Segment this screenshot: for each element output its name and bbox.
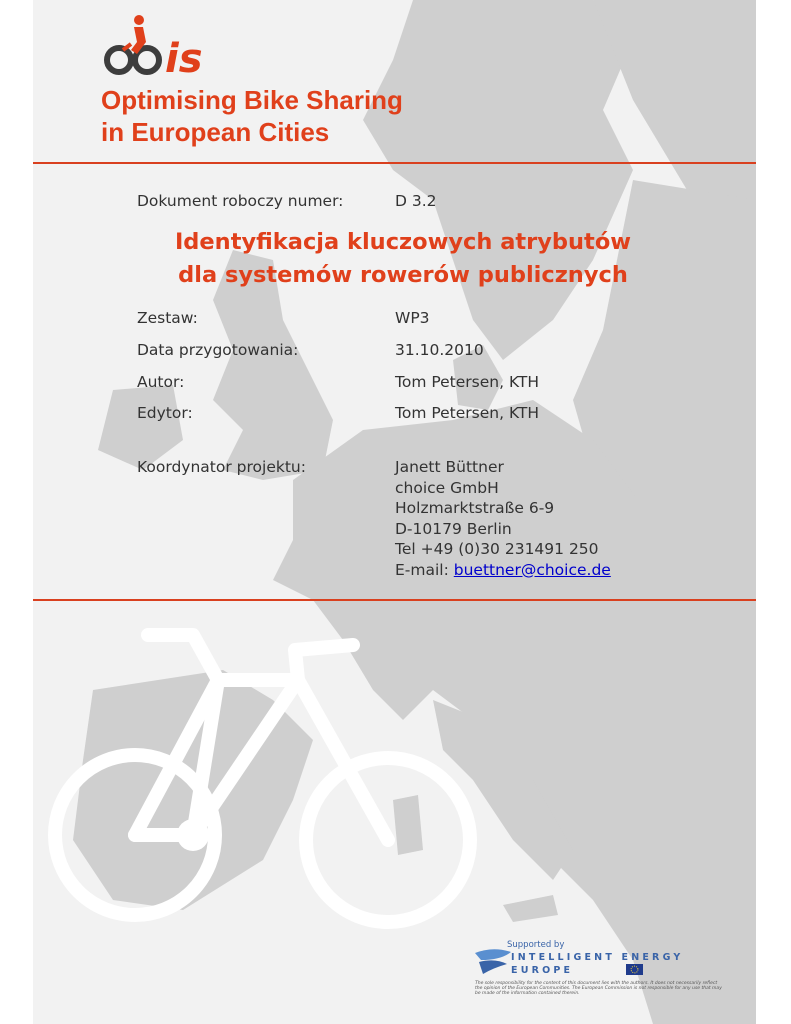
document-title — [123, 226, 683, 292]
email-link[interactable]: buettner@choice.de — [453, 560, 611, 579]
coordinator-email-line — [395, 560, 611, 581]
field-value-editor: Tom Petersen, KTH — [395, 404, 540, 422]
programme-line2: EUROPE — [511, 965, 574, 976]
document-number-value: D 3.2 — [395, 192, 437, 210]
document-title-line2: dla systemów rowerów publicznych — [178, 262, 628, 288]
field-value-date: 31.10.2010 — [395, 341, 484, 359]
field-label-author: Autor: — [137, 373, 185, 391]
email-label: E-mail: — [395, 560, 454, 579]
programme-line1: INTELLIGENT ENERGY — [511, 952, 684, 963]
coordinator-address — [395, 457, 611, 580]
document-title-line1: Identyfikacja kluczowych atrybutów — [174, 229, 632, 255]
field-label-date: Data przygotowania: — [137, 341, 299, 359]
iee-swirl-icon — [475, 949, 511, 974]
coordinator-phone: Tel +49 (0)30 231491 250 — [395, 540, 599, 558]
field-label-editor: Edytor: — [137, 404, 193, 422]
cover-page — [33, 0, 756, 1024]
document-number-label: Dokument roboczy numer: — [137, 192, 344, 210]
logo-text: is — [165, 36, 203, 76]
field-value-author: Tom Petersen, KTH — [395, 373, 540, 391]
project-title-line2: in European Cities — [101, 117, 330, 147]
obis-logo — [101, 14, 221, 76]
field-label-coordinator: Koordynator projektu: — [137, 458, 306, 476]
project-title-line1: Optimising Bike Sharing — [101, 85, 403, 115]
coordinator-street: Holzmarktstraße 6-9 — [395, 499, 555, 517]
coordinator-company: choice GmbH — [395, 478, 499, 497]
supported-by-text: Supported by — [507, 940, 565, 950]
coordinator-city: D-10179 Berlin — [395, 519, 512, 538]
cyclist-logo-icon — [107, 15, 159, 72]
top-divider — [33, 162, 756, 164]
field-label-set: Zestaw: — [137, 309, 198, 327]
eu-disclaimer: The sole responsibility for the content of this document lies with the authors. It does not necessarily reflect the opinion of the European Communities. The European Commission is not responsible for any use that may be made of the information contained therein. — [475, 981, 722, 996]
field-value-set: WP3 — [395, 309, 430, 327]
project-title — [101, 84, 501, 148]
bottom-divider — [33, 599, 756, 601]
coordinator-name: Janett Büttner — [395, 458, 504, 476]
